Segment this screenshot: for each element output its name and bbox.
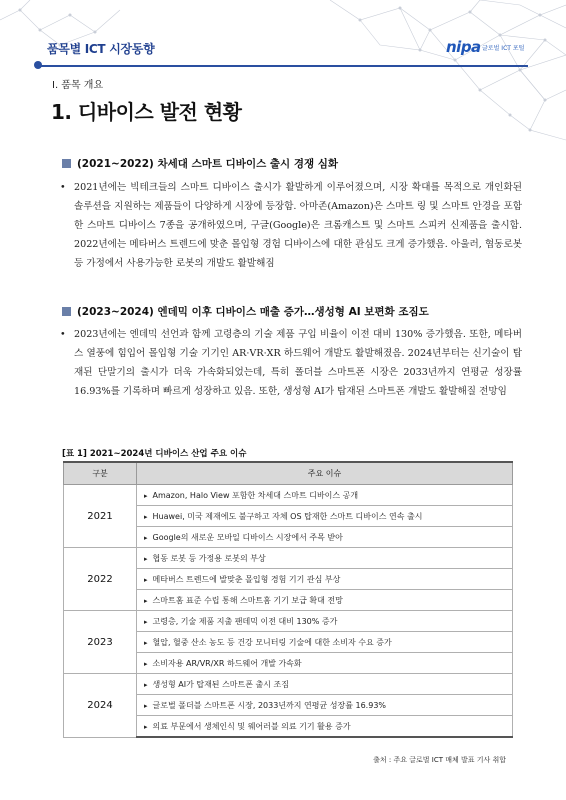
subsection-heading-text: (2021~2022) 차세대 스마트 디바이스 출시 경쟁 심화 (77, 158, 339, 170)
section-label: Ⅰ. 품목 개요 (52, 80, 104, 91)
issue-text: 생성형 AI가 탑재된 스마트폰 출시 조짐 (152, 679, 289, 689)
column-header-category: 구분 (64, 462, 137, 485)
issue-cell (137, 611, 513, 632)
issue-text: 메타버스 트렌드에 발맞춘 몰입형 경험 기기 관심 부상 (152, 574, 341, 584)
issue-cell (137, 485, 513, 506)
table-header-row (64, 462, 513, 485)
arrow-bullet-icon: ▸ (144, 680, 148, 689)
issue-cell (137, 674, 513, 695)
table-row (64, 548, 513, 569)
year-cell: 2022 (64, 548, 137, 611)
issue-cell (137, 506, 513, 527)
issues-table (63, 461, 513, 738)
year-cell: 2023 (64, 611, 137, 674)
arrow-bullet-icon: ▸ (144, 722, 148, 731)
issue-text: Huawei, 미국 제재에도 불구하고 자체 OS 탑재한 스마트 디바이스 연속 출시 (152, 511, 423, 521)
arrow-bullet-icon: ▸ (144, 491, 148, 500)
paragraph-text: 2021년에는 빅테크들의 스마트 디바이스 출시가 활발하게 이루어졌으며, 시장 확대를 목적으로 개인화된 솔루션을 지원하는 제품들이 다양하게 시장에 등장함. 아마존(Amazon)은 스마트 링 및 스마트 안경을 포함한 스마트 디바이스 7종을 공개하였으며, 구글(Google)은 크롬캐스트 및 스마트 스피커 신제품을 출시함. 2022년에는 메타버스 트렌드에 맞춘 몰입형 경험 디바이스에 대한 관심도 크게 증가했음. 아울러, 협동로봇 등 가정에서 사용가능한 로봇의 개발도 활발해짐 (74, 182, 522, 269)
table-row (64, 674, 513, 695)
header-title: 품목별 ICT 시장동향 (47, 42, 155, 56)
arrow-bullet-icon: ▸ (144, 638, 148, 647)
arrow-bullet-icon: ▸ (144, 512, 148, 521)
arrow-bullet-icon: ▸ (144, 617, 148, 626)
arrow-bullet-icon: ▸ (144, 596, 148, 605)
issue-cell (137, 632, 513, 653)
issue-text: Amazon, Halo View 포함한 차세대 스마트 디바이스 공개 (152, 490, 359, 500)
nipa-logo-subtitle: 글로벌 ICT 포털 (482, 45, 525, 52)
table-caption: [표 1] 2021~2024년 디바이스 산업 주요 이슈 (62, 449, 247, 459)
issue-text: 협동 로봇 등 가정용 로봇의 부상 (152, 553, 266, 563)
table-source-note: 출처 : 주요 글로벌 ICT 매체 발표 기사 취합 (373, 756, 506, 764)
issue-cell (137, 527, 513, 548)
square-bullet-icon (62, 307, 71, 316)
arrow-bullet-icon: ▸ (144, 554, 148, 563)
year-cell: 2024 (64, 674, 137, 738)
issue-cell (137, 590, 513, 611)
issue-cell (137, 716, 513, 738)
bullet-icon: • (60, 182, 66, 193)
issue-cell (137, 695, 513, 716)
issue-text: 글로벌 폴더블 스마트폰 시장, 2033년까지 연평균 성장률 16.93% (152, 700, 387, 710)
issue-text: 스마트홈 표준 수립 통해 스마트홈 기기 보급 확대 전망 (152, 595, 343, 605)
subsection-paragraph-1 (62, 178, 522, 273)
square-bullet-icon (62, 159, 71, 168)
arrow-bullet-icon: ▸ (144, 575, 148, 584)
column-header-issues: 주요 이슈 (137, 462, 513, 485)
header-divider (38, 65, 528, 67)
subsection-paragraph-2 (62, 325, 522, 401)
arrow-bullet-icon: ▸ (144, 659, 148, 668)
table-row (64, 611, 513, 632)
subsection-heading-1 (62, 156, 338, 171)
issue-text: 의료 부문에서 생체인식 및 웨어러블 의료 기기 활용 증가 (152, 721, 351, 731)
issue-cell (137, 653, 513, 674)
issue-text: 고령층, 기술 제품 지출 팬데믹 이전 대비 130% 증가 (152, 616, 338, 626)
bullet-icon: • (60, 329, 66, 340)
page-title: 1. 디바이스 발전 현황 (51, 100, 242, 124)
issue-cell (137, 569, 513, 590)
issue-text: 소비자용 AR/VR/XR 하드웨어 개발 가속화 (152, 658, 302, 668)
issue-text: Google의 새로운 모바일 디바이스 시장에서 주목 받아 (152, 532, 343, 542)
table-row (64, 485, 513, 506)
arrow-bullet-icon: ▸ (144, 701, 148, 710)
issue-text: 혈압, 혈중 산소 농도 등 건강 모니터링 기술에 대한 소비자 수요 증가 (152, 637, 392, 647)
issue-cell (137, 548, 513, 569)
nipa-logo: nipa (446, 38, 481, 56)
subsection-heading-2 (62, 304, 429, 319)
year-cell: 2021 (64, 485, 137, 548)
subsection-heading-text: (2023~2024) 엔데믹 이후 디바이스 매출 증가…생성형 AI 보편화 조짐도 (77, 306, 429, 318)
paragraph-text: 2023년에는 엔데믹 선언과 함께 고령층의 기술 제품 구입 비율이 이전 대비 130% 증가했음. 또한, 메타버스 열풍에 힘입어 몰입형 기술 기기인 AR·VR·XR 하드웨어 개발도 활발해졌음. 2024년부터는 신기술이 탑재된 단말기의 출시가 더욱 가속화되었는데, 특히 폴더블 스마트폰 시장은 2033년까지 연평균 성장률 16.93%를 기록하며 빠르게 성장하고 있음. 또한, 생성형 AI가 탑재된 스마트폰 개발도 활발해질 전망임 (74, 329, 522, 397)
arrow-bullet-icon: ▸ (144, 533, 148, 542)
network-pattern-decoration (0, 0, 566, 150)
